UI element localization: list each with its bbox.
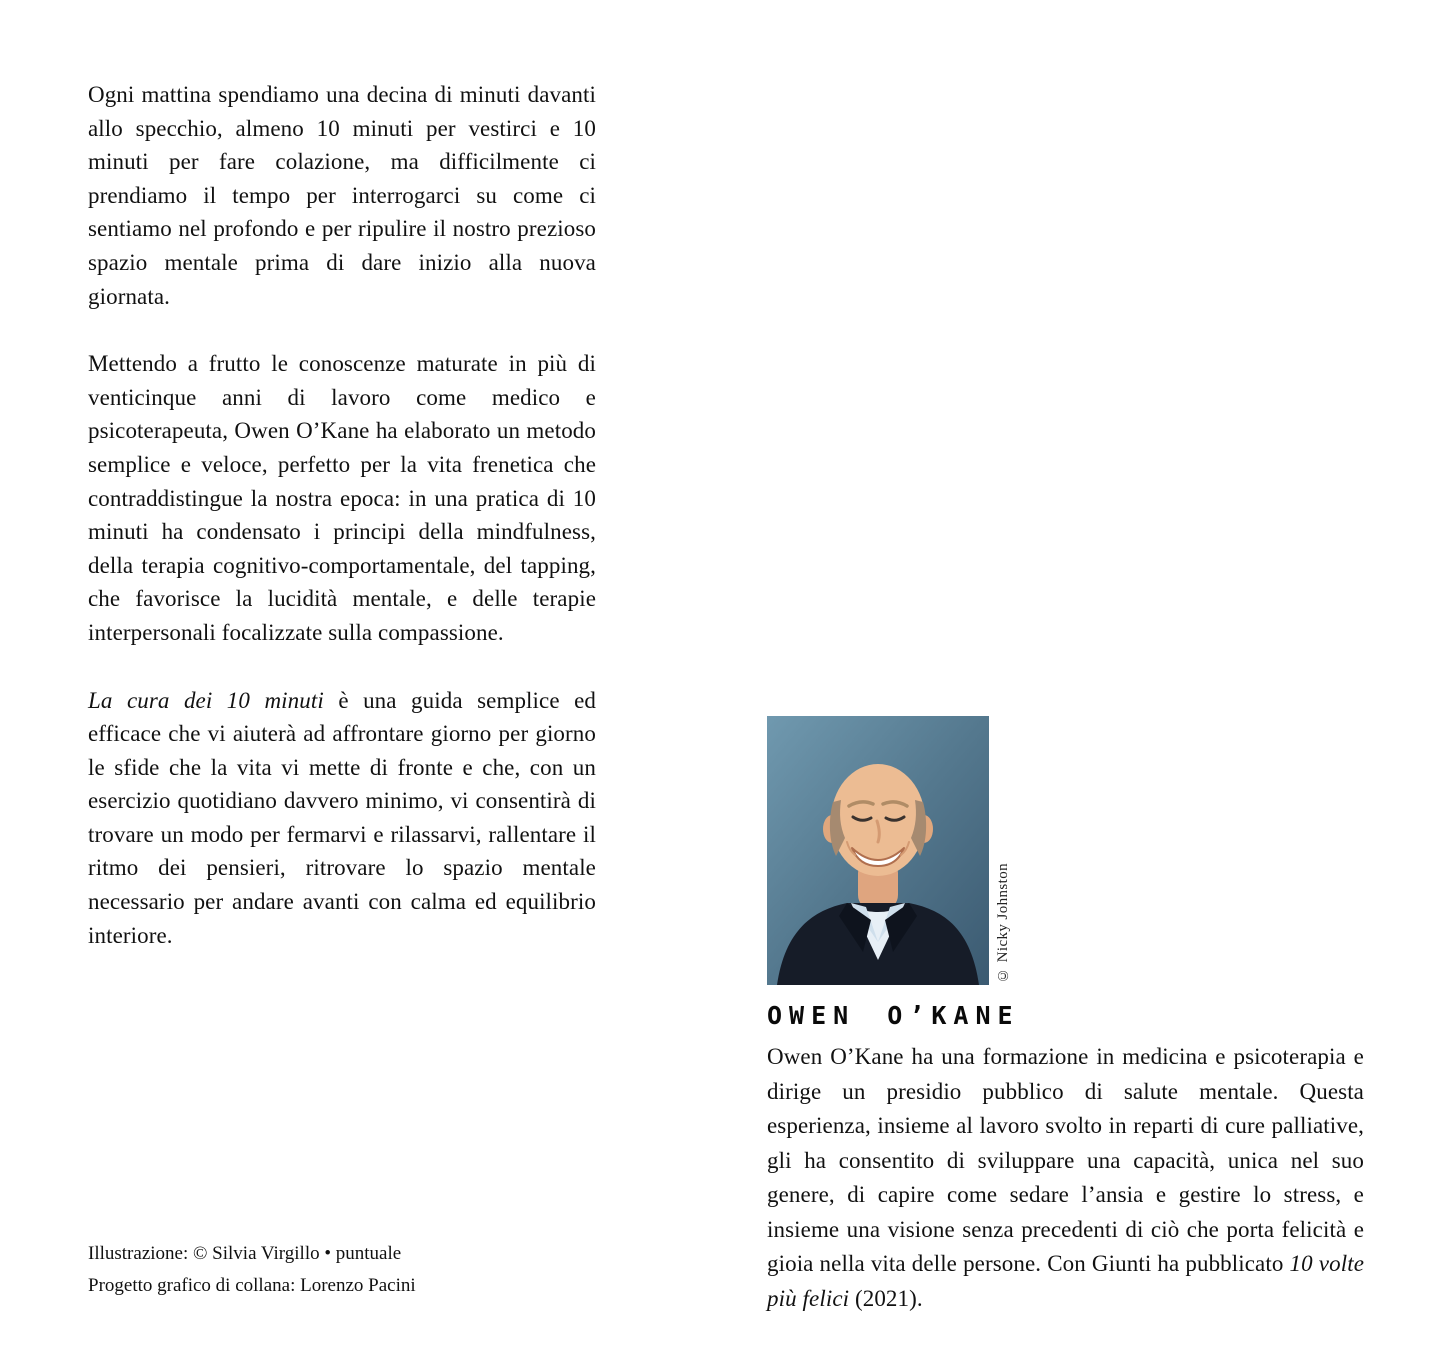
author-photo bbox=[767, 716, 989, 985]
illustration-credit: Illustrazione: © Silvia Virgillo • puntuale bbox=[88, 1243, 402, 1264]
design-credit: Progetto grafico di collana: Lorenzo Pacini bbox=[88, 1275, 416, 1296]
left-flap bbox=[88, 78, 596, 986]
paragraph-morning-routine: Ogni mattina spendiamo una decina di minuti davanti allo specchio, almeno 10 minuti per vestirci e 10 minuti per fare colazione, ma difficilmente ci prendiamo il tempo per interrogarci su come ci sentiamo nel profondo e per ripulire il nostro prezioso spazio mentale prima di dare inizio alla nuova giornata. bbox=[88, 82, 596, 309]
author-bio bbox=[767, 1040, 1364, 1316]
book-title-italic: La cura dei 10 minuti bbox=[88, 687, 324, 713]
paragraph-method: Mettendo a frutto le conoscenze maturate in più di venticinque anni di lavoro come medico e psicoterapeuta, Owen O’Kane ha elaborato un metodo semplice e veloce, perfetto per la vita frenetica che contraddistingue la nostra epoca: in una pratica di 10 minuti ha condensato i principi della mindfulness, della terapia cognitivo-comportamentale, del tapping, che favorisce la lucidità mentale, e delle terapie interpersonali focalizzate sulla compassione. bbox=[88, 351, 596, 645]
author-name-heading: OWEN O’KANE bbox=[767, 1001, 1020, 1030]
author-bio-year: (2021). bbox=[849, 1285, 923, 1311]
right-flap bbox=[767, 716, 1364, 1316]
author-bio-text: Owen O’Kane ha una formazione in medicina e psicoterapia e dirige un presidio pubblico di salute mentale. Questa esperienza, insieme al lavoro svolto in reparti di cure palliative, gli ha consentito di sviluppare una capacità, unica nel suo genere, di capire come sedare l’ansia e gestire lo stress, e insieme una visione senza precedenti di ciò che porta felicità e gioia nella vita delle persone. Con Giunti ha pubblicato bbox=[767, 1044, 1364, 1276]
bio-book-title-italic: 10 volte più felici bbox=[767, 1251, 1365, 1311]
author-photo-block bbox=[767, 716, 1011, 985]
photo-credit: © Nicky Johnston bbox=[995, 863, 1011, 983]
paragraph-book-pitch-rest: è una guida semplice ed efficace che vi aiuterà ad affrontare giorno per giorno le sfide che la vita vi mette di fronte e che, con un esercizio quotidiano davvero minimo, vi consentirà di trovare un modo per fermarvi e rilassarvi, rallentare il ritmo dei pensieri, ritrovare lo spazio mentale necessario per andare avanti con calma ed equilibrio interiore. bbox=[88, 687, 597, 948]
paragraph-book-pitch bbox=[88, 684, 596, 953]
colophon-credits bbox=[88, 1238, 608, 1302]
